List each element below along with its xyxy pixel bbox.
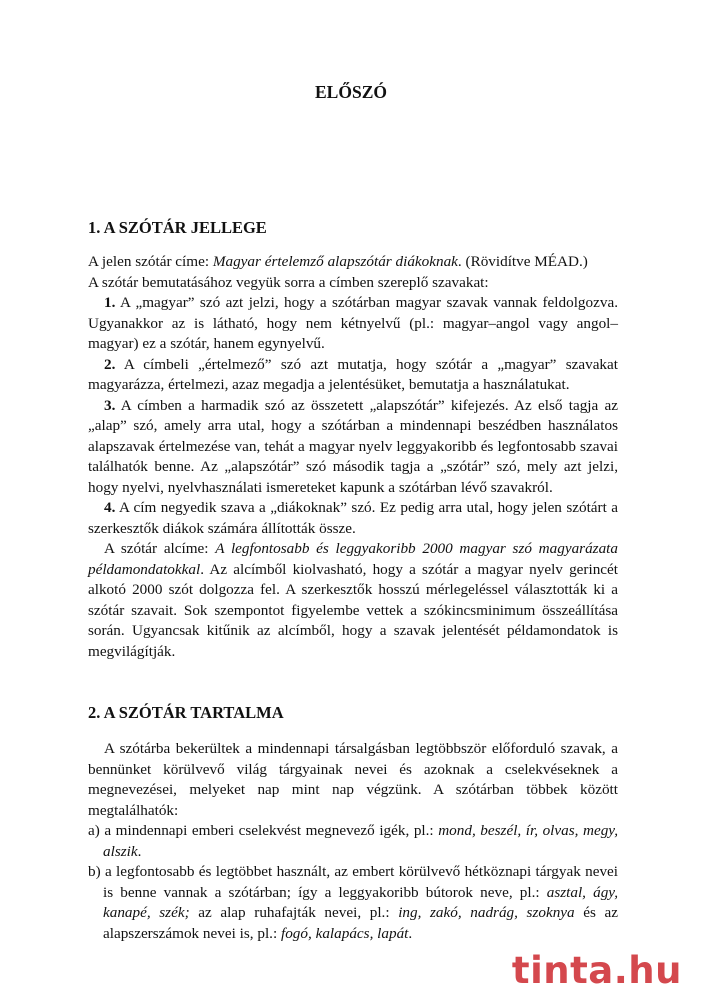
point-number: 1.: [104, 294, 116, 311]
point-2-paragraph: 2. A címbeli „értelmező” szó azt mutatja, hogy szótár a „magyar” szavakat magyarázza, értelmezi, azaz megadja a jelentésüket, bemutatja a használatukat.: [88, 355, 618, 393]
section-2-intro: A szótárba bekerültek a mindennapi társalgásban legtöbbször előforduló szavak, a bennünket körülvevő világ tárgyainak nevei és azoknak a cselekvéseknek a megnevezései, melyeket nap mint nap végzünk. A szótárban többek között megtalálhatók:: [88, 740, 618, 819]
example-words: mond, beszél, ír, olvas, megy, alszik: [103, 822, 618, 860]
point-1-paragraph: 1. A „magyar” szó azt jelzi, hogy a szótárban magyar szavak vannak feldolgozva. Ugyanakkor az is látható, hogy nem kétnyelvű (pl.: magyar–angol vagy angol–magyar) ez a szótár, hanem egynyelvű.: [88, 294, 618, 352]
example-words: ing, zakó, nadrág, szoknya: [398, 904, 575, 921]
section-1-heading: 1. A SZÓTÁR JELLEGE: [88, 218, 267, 237]
example-words: fogó, kalapács, lapát: [280, 924, 409, 942]
point-number: 3.: [104, 396, 116, 414]
section-2-body: [88, 739, 618, 944]
page-title: ELŐSZÓ: [315, 82, 387, 102]
point-3-paragraph: 3. A címben a harmadik szó az összetett „alapszótár” kifejezés. Az első tagja az „alap” szó, amely arra utal, hogy a szótárban a mindennapi beszédben használatos alapszavak értelmezése van, tehát a magyar nyelv leggyakoribb és legfontosabb szavai találhatók benne. Az „alapszótár” szó második tagja a „szótár” szó, mely azt jelzi, hogy nyelvi, nyelvhasználati ismereteket kapunk a szótárban lévő szavakról.: [88, 396, 618, 496]
intro-paragraph: A jelen szótár címe: Magyar értelemző alapszótár diákoknak. (Rövidítve MÉAD.): [88, 253, 588, 270]
example-words: asztal, ágy, kanapé, szék;: [103, 883, 618, 921]
dictionary-title: Magyar értelemző alapszótár diákoknak: [212, 253, 458, 270]
dictionary-subtitle: A legfontosabb és leggyakoribb 2000 magyar szó magyarázata példamondatokkal: [88, 540, 618, 578]
point-number: 2.: [104, 355, 116, 373]
section-1-body: [88, 252, 618, 662]
intro-paragraph-2: A szótár bemutatásához vegyük sorra a címben szereplő szavakat:: [88, 273, 489, 291]
section-2-heading: 2. A SZÓTÁR TARTALMA: [88, 703, 284, 722]
list-item-b: b) a legfontosabb és legtöbbet használt, az embert körülvevő hétköznapi tárgyak nevei is benne vannak a szótárban; így a leggyakoribb bútorok neve, pl.: asztal, ágy, kanapé, szék; az alap ruhafajták nevei, pl.: ing, zakó, nadrág, szoknya és az alapszerszámok nevei is, pl.: fogó, kalapács, lapát.: [88, 863, 619, 942]
point-number: 4.: [104, 499, 116, 516]
tinta-watermark: tinta.hu: [511, 949, 682, 992]
point-4-paragraph: 4. A cím negyedik szava a „diákoknak” szó. Ez pedig arra utal, hogy jelen szótárt a szerkesztők diákok számára állították össze.: [88, 499, 618, 537]
subtitle-paragraph: A szótár alcíme: A legfontosabb és leggyakoribb 2000 magyar szó magyarázata példamondatokkal. Az alcímből kiolvasható, hogy a szótár a magyar nyelv gerincét alkotó 2000 szót dolgozza fel. A szerkesztők hosszú mérlegeléssel választották ki a szótár szavait. Sok szempontot figyelembe vettek a szókincsminimum összeállítása során. Ugyancsak kitűnik az alcímből, hogy a szavak jelentését példamondatok is megvilágítják.: [88, 540, 618, 660]
list-item-a: a) a mindennapi emberi cselekvést megnevező igék, pl.: mond, beszél, ír, olvas, megy, alszik.: [88, 822, 618, 860]
